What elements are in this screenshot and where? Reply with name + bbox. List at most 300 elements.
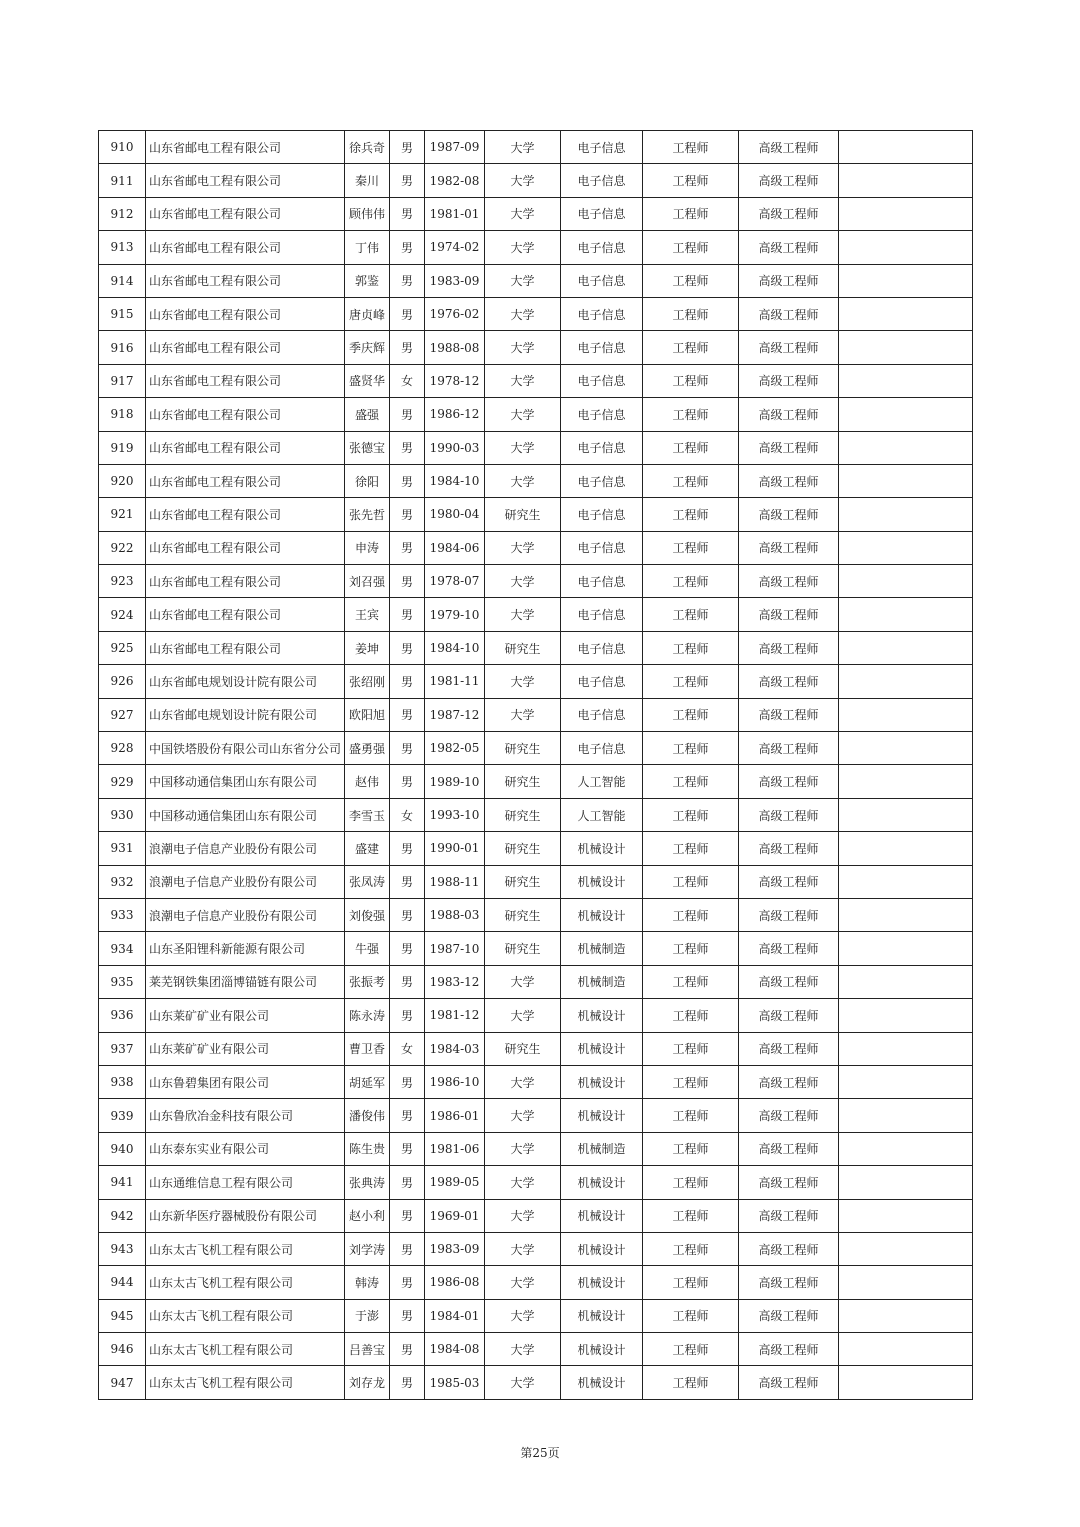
organization-cell: 山东省邮电工程有限公司: [146, 231, 345, 264]
gender-cell: 男: [390, 498, 425, 531]
name-cell: 刘召强: [345, 565, 390, 598]
name-cell: 盛强: [345, 398, 390, 431]
table-row: [99, 231, 973, 264]
name-cell: 刘学涛: [345, 1232, 390, 1265]
remarks-cell: [839, 464, 973, 497]
name-cell: 王宾: [345, 598, 390, 631]
current-title-cell: 工程师: [643, 665, 739, 698]
applied-title-cell: 高级工程师: [739, 1099, 839, 1132]
name-cell: 吕善宝: [345, 1333, 390, 1366]
gender-cell: 男: [390, 598, 425, 631]
current-title-cell: 工程师: [643, 1099, 739, 1132]
applied-title-cell: 高级工程师: [739, 1366, 839, 1399]
gender-cell: 男: [390, 1299, 425, 1332]
applied-title-cell: 高级工程师: [739, 1232, 839, 1265]
name-cell: 申涛: [345, 531, 390, 564]
current-title-cell: 工程师: [643, 631, 739, 664]
name-cell: 韩涛: [345, 1266, 390, 1299]
row-number-cell: 935: [99, 965, 146, 998]
current-title-cell: 工程师: [643, 131, 739, 164]
row-number-cell: 939: [99, 1099, 146, 1132]
education-cell: 研究生: [485, 732, 561, 765]
gender-cell: 男: [390, 631, 425, 664]
birth-date-cell: 1987-12: [425, 698, 485, 731]
gender-cell: 男: [390, 832, 425, 865]
specialty-cell: 机械设计: [561, 1299, 643, 1332]
table-row: [99, 999, 973, 1032]
specialty-cell: 电子信息: [561, 531, 643, 564]
current-title-cell: 工程师: [643, 1266, 739, 1299]
birth-date-cell: 1989-10: [425, 765, 485, 798]
applied-title-cell: 高级工程师: [739, 832, 839, 865]
row-number-cell: 932: [99, 865, 146, 898]
remarks-cell: [839, 1232, 973, 1265]
row-number-cell: 910: [99, 131, 146, 164]
row-number-cell: 919: [99, 431, 146, 464]
specialty-cell: 电子信息: [561, 297, 643, 330]
specialty-cell: 电子信息: [561, 565, 643, 598]
education-cell: 研究生: [485, 498, 561, 531]
table-row: [99, 531, 973, 564]
specialty-cell: 电子信息: [561, 631, 643, 664]
current-title-cell: 工程师: [643, 231, 739, 264]
roster-table: [98, 130, 973, 1400]
row-number-cell: 940: [99, 1132, 146, 1165]
specialty-cell: 机械设计: [561, 898, 643, 931]
table-row: [99, 197, 973, 230]
organization-cell: 山东省邮电工程有限公司: [146, 565, 345, 598]
current-title-cell: 工程师: [643, 732, 739, 765]
organization-cell: 浪潮电子信息产业股份有限公司: [146, 865, 345, 898]
organization-cell: 山东太古飞机工程有限公司: [146, 1366, 345, 1399]
birth-date-cell: 1984-10: [425, 631, 485, 664]
remarks-cell: [839, 1366, 973, 1399]
gender-cell: 男: [390, 765, 425, 798]
birth-date-cell: 1984-10: [425, 464, 485, 497]
remarks-cell: [839, 531, 973, 564]
row-number-cell: 946: [99, 1333, 146, 1366]
birth-date-cell: 1987-09: [425, 131, 485, 164]
table-row: [99, 1166, 973, 1199]
row-number-cell: 947: [99, 1366, 146, 1399]
specialty-cell: 电子信息: [561, 732, 643, 765]
remarks-cell: [839, 331, 973, 364]
applied-title-cell: 高级工程师: [739, 798, 839, 831]
birth-date-cell: 1981-01: [425, 197, 485, 230]
applied-title-cell: 高级工程师: [739, 765, 839, 798]
name-cell: 李雪玉: [345, 798, 390, 831]
current-title-cell: 工程师: [643, 765, 739, 798]
organization-cell: 山东新华医疗器械股份有限公司: [146, 1199, 345, 1232]
table-row: [99, 1333, 973, 1366]
education-cell: 大学: [485, 598, 561, 631]
current-title-cell: 工程师: [643, 464, 739, 497]
current-title-cell: 工程师: [643, 965, 739, 998]
remarks-cell: [839, 598, 973, 631]
specialty-cell: 电子信息: [561, 197, 643, 230]
table-row: [99, 131, 973, 164]
education-cell: 研究生: [485, 932, 561, 965]
current-title-cell: 工程师: [643, 598, 739, 631]
specialty-cell: 电子信息: [561, 498, 643, 531]
table-row: [99, 364, 973, 397]
table-row: [99, 832, 973, 865]
row-number-cell: 936: [99, 999, 146, 1032]
organization-cell: 山东太古飞机工程有限公司: [146, 1333, 345, 1366]
organization-cell: 山东鲁欣冶金科技有限公司: [146, 1099, 345, 1132]
name-cell: 曹卫香: [345, 1032, 390, 1065]
current-title-cell: 工程师: [643, 999, 739, 1032]
specialty-cell: 电子信息: [561, 231, 643, 264]
name-cell: 赵小利: [345, 1199, 390, 1232]
name-cell: 张振考: [345, 965, 390, 998]
education-cell: 大学: [485, 1199, 561, 1232]
education-cell: 研究生: [485, 1032, 561, 1065]
education-cell: 大学: [485, 698, 561, 731]
current-title-cell: 工程师: [643, 1299, 739, 1332]
name-cell: 姜坤: [345, 631, 390, 664]
applied-title-cell: 高级工程师: [739, 698, 839, 731]
row-number-cell: 920: [99, 464, 146, 497]
organization-cell: 山东省邮电工程有限公司: [146, 498, 345, 531]
organization-cell: 山东圣阳锂科新能源有限公司: [146, 932, 345, 965]
row-number-cell: 922: [99, 531, 146, 564]
name-cell: 唐贞峰: [345, 297, 390, 330]
education-cell: 大学: [485, 965, 561, 998]
applied-title-cell: 高级工程师: [739, 898, 839, 931]
organization-cell: 中国铁塔股份有限公司山东省分公司: [146, 732, 345, 765]
birth-date-cell: 1989-05: [425, 1166, 485, 1199]
name-cell: 丁伟: [345, 231, 390, 264]
specialty-cell: 机械设计: [561, 1232, 643, 1265]
current-title-cell: 工程师: [643, 1366, 739, 1399]
education-cell: 研究生: [485, 631, 561, 664]
applied-title-cell: 高级工程师: [739, 1299, 839, 1332]
birth-date-cell: 1988-03: [425, 898, 485, 931]
table-row: [99, 1366, 973, 1399]
applied-title-cell: 高级工程师: [739, 264, 839, 297]
organization-cell: 中国移动通信集团山东有限公司: [146, 798, 345, 831]
applied-title-cell: 高级工程师: [739, 164, 839, 197]
table-row: [99, 631, 973, 664]
row-number-cell: 942: [99, 1199, 146, 1232]
birth-date-cell: 1990-03: [425, 431, 485, 464]
gender-cell: 男: [390, 698, 425, 731]
applied-title-cell: 高级工程师: [739, 197, 839, 230]
name-cell: 潘俊伟: [345, 1099, 390, 1132]
birth-date-cell: 1978-07: [425, 565, 485, 598]
current-title-cell: 工程师: [643, 898, 739, 931]
birth-date-cell: 1988-08: [425, 331, 485, 364]
current-title-cell: 工程师: [643, 398, 739, 431]
table-row: [99, 698, 973, 731]
table-row: [99, 565, 973, 598]
education-cell: 大学: [485, 364, 561, 397]
table-row: [99, 598, 973, 631]
name-cell: 陈生贵: [345, 1132, 390, 1165]
birth-date-cell: 1988-11: [425, 865, 485, 898]
gender-cell: 男: [390, 665, 425, 698]
birth-date-cell: 1985-03: [425, 1366, 485, 1399]
row-number-cell: 927: [99, 698, 146, 731]
table-row: [99, 765, 973, 798]
table-row: [99, 1299, 973, 1332]
birth-date-cell: 1969-01: [425, 1199, 485, 1232]
specialty-cell: 电子信息: [561, 264, 643, 297]
applied-title-cell: 高级工程师: [739, 999, 839, 1032]
name-cell: 郭鉴: [345, 264, 390, 297]
applied-title-cell: 高级工程师: [739, 932, 839, 965]
remarks-cell: [839, 565, 973, 598]
specialty-cell: 人工智能: [561, 765, 643, 798]
row-number-cell: 915: [99, 297, 146, 330]
gender-cell: 男: [390, 398, 425, 431]
remarks-cell: [839, 798, 973, 831]
name-cell: 张典涛: [345, 1166, 390, 1199]
remarks-cell: [839, 264, 973, 297]
remarks-cell: [839, 297, 973, 330]
remarks-cell: [839, 1199, 973, 1232]
applied-title-cell: 高级工程师: [739, 431, 839, 464]
education-cell: 研究生: [485, 898, 561, 931]
table-row: [99, 965, 973, 998]
name-cell: 刘存龙: [345, 1366, 390, 1399]
birth-date-cell: 1984-01: [425, 1299, 485, 1332]
education-cell: 大学: [485, 164, 561, 197]
row-number-cell: 944: [99, 1266, 146, 1299]
specialty-cell: 机械设计: [561, 1032, 643, 1065]
gender-cell: 男: [390, 965, 425, 998]
gender-cell: 男: [390, 197, 425, 230]
applied-title-cell: 高级工程师: [739, 1333, 839, 1366]
education-cell: 大学: [485, 1065, 561, 1098]
table-row: [99, 331, 973, 364]
specialty-cell: 电子信息: [561, 598, 643, 631]
birth-date-cell: 1981-11: [425, 665, 485, 698]
remarks-cell: [839, 665, 973, 698]
birth-date-cell: 1984-08: [425, 1333, 485, 1366]
row-number-cell: 938: [99, 1065, 146, 1098]
gender-cell: 男: [390, 231, 425, 264]
organization-cell: 山东太古飞机工程有限公司: [146, 1232, 345, 1265]
applied-title-cell: 高级工程师: [739, 531, 839, 564]
current-title-cell: 工程师: [643, 798, 739, 831]
birth-date-cell: 1978-12: [425, 364, 485, 397]
education-cell: 研究生: [485, 865, 561, 898]
applied-title-cell: 高级工程师: [739, 464, 839, 497]
birth-date-cell: 1982-08: [425, 164, 485, 197]
name-cell: 季庆辉: [345, 331, 390, 364]
birth-date-cell: 1981-12: [425, 999, 485, 1032]
gender-cell: 男: [390, 1266, 425, 1299]
gender-cell: 男: [390, 865, 425, 898]
name-cell: 张绍刚: [345, 665, 390, 698]
organization-cell: 山东太古飞机工程有限公司: [146, 1266, 345, 1299]
birth-date-cell: 1984-06: [425, 531, 485, 564]
table-row: [99, 264, 973, 297]
education-cell: 大学: [485, 1366, 561, 1399]
gender-cell: 男: [390, 1132, 425, 1165]
row-number-cell: 912: [99, 197, 146, 230]
organization-cell: 山东省邮电工程有限公司: [146, 331, 345, 364]
name-cell: 秦川: [345, 164, 390, 197]
name-cell: 张先哲: [345, 498, 390, 531]
education-cell: 大学: [485, 197, 561, 230]
applied-title-cell: 高级工程师: [739, 598, 839, 631]
remarks-cell: [839, 1166, 973, 1199]
gender-cell: 女: [390, 798, 425, 831]
remarks-cell: [839, 932, 973, 965]
row-number-cell: 945: [99, 1299, 146, 1332]
current-title-cell: 工程师: [643, 1065, 739, 1098]
gender-cell: 男: [390, 264, 425, 297]
gender-cell: 男: [390, 431, 425, 464]
applied-title-cell: 高级工程师: [739, 1266, 839, 1299]
birth-date-cell: 1980-04: [425, 498, 485, 531]
table-row: [99, 932, 973, 965]
birth-date-cell: 1987-10: [425, 932, 485, 965]
applied-title-cell: 高级工程师: [739, 1199, 839, 1232]
current-title-cell: 工程师: [643, 1232, 739, 1265]
specialty-cell: 机械设计: [561, 1099, 643, 1132]
current-title-cell: 工程师: [643, 932, 739, 965]
education-cell: 大学: [485, 531, 561, 564]
name-cell: 赵伟: [345, 765, 390, 798]
education-cell: 大学: [485, 1232, 561, 1265]
remarks-cell: [839, 398, 973, 431]
specialty-cell: 机械制造: [561, 1132, 643, 1165]
applied-title-cell: 高级工程师: [739, 131, 839, 164]
remarks-cell: [839, 1299, 973, 1332]
current-title-cell: 工程师: [643, 1166, 739, 1199]
birth-date-cell: 1986-12: [425, 398, 485, 431]
specialty-cell: 机械制造: [561, 932, 643, 965]
specialty-cell: 人工智能: [561, 798, 643, 831]
gender-cell: 男: [390, 898, 425, 931]
remarks-cell: [839, 231, 973, 264]
applied-title-cell: 高级工程师: [739, 498, 839, 531]
row-number-cell: 928: [99, 732, 146, 765]
gender-cell: 男: [390, 1199, 425, 1232]
row-number-cell: 941: [99, 1166, 146, 1199]
organization-cell: 山东省邮电工程有限公司: [146, 364, 345, 397]
applied-title-cell: 高级工程师: [739, 1166, 839, 1199]
organization-cell: 山东莱矿矿业有限公司: [146, 1032, 345, 1065]
education-cell: 大学: [485, 1333, 561, 1366]
table-row: [99, 1032, 973, 1065]
table-row: [99, 732, 973, 765]
row-number-cell: 926: [99, 665, 146, 698]
organization-cell: 山东省邮电工程有限公司: [146, 164, 345, 197]
remarks-cell: [839, 164, 973, 197]
gender-cell: 男: [390, 331, 425, 364]
remarks-cell: [839, 1032, 973, 1065]
applied-title-cell: 高级工程师: [739, 297, 839, 330]
applied-title-cell: 高级工程师: [739, 631, 839, 664]
birth-date-cell: 1990-01: [425, 832, 485, 865]
specialty-cell: 电子信息: [561, 131, 643, 164]
education-cell: 研究生: [485, 765, 561, 798]
remarks-cell: [839, 765, 973, 798]
education-cell: 大学: [485, 1099, 561, 1132]
education-cell: 大学: [485, 565, 561, 598]
education-cell: 大学: [485, 464, 561, 497]
row-number-cell: 918: [99, 398, 146, 431]
gender-cell: 男: [390, 131, 425, 164]
row-number-cell: 934: [99, 932, 146, 965]
gender-cell: 男: [390, 732, 425, 765]
name-cell: 张凤涛: [345, 865, 390, 898]
row-number-cell: 924: [99, 598, 146, 631]
birth-date-cell: 1986-01: [425, 1099, 485, 1132]
current-title-cell: 工程师: [643, 331, 739, 364]
remarks-cell: [839, 131, 973, 164]
education-cell: 大学: [485, 398, 561, 431]
name-cell: 牛强: [345, 932, 390, 965]
education-cell: 研究生: [485, 832, 561, 865]
organization-cell: 山东省邮电工程有限公司: [146, 197, 345, 230]
row-number-cell: 925: [99, 631, 146, 664]
row-number-cell: 921: [99, 498, 146, 531]
organization-cell: 山东莱矿矿业有限公司: [146, 999, 345, 1032]
current-title-cell: 工程师: [643, 498, 739, 531]
applied-title-cell: 高级工程师: [739, 665, 839, 698]
birth-date-cell: 1983-12: [425, 965, 485, 998]
organization-cell: 山东太古飞机工程有限公司: [146, 1299, 345, 1332]
birth-date-cell: 1986-08: [425, 1266, 485, 1299]
specialty-cell: 电子信息: [561, 698, 643, 731]
gender-cell: 男: [390, 297, 425, 330]
name-cell: 盛建: [345, 832, 390, 865]
education-cell: 大学: [485, 231, 561, 264]
page-number: 第25页: [520, 1446, 560, 1460]
birth-date-cell: 1983-09: [425, 264, 485, 297]
current-title-cell: 工程师: [643, 1032, 739, 1065]
remarks-cell: [839, 1132, 973, 1165]
table-row: [99, 798, 973, 831]
applied-title-cell: 高级工程师: [739, 965, 839, 998]
gender-cell: 男: [390, 464, 425, 497]
specialty-cell: 电子信息: [561, 331, 643, 364]
specialty-cell: 机械设计: [561, 1166, 643, 1199]
name-cell: 陈永涛: [345, 999, 390, 1032]
birth-date-cell: 1979-10: [425, 598, 485, 631]
remarks-cell: [839, 898, 973, 931]
current-title-cell: 工程师: [643, 1132, 739, 1165]
remarks-cell: [839, 1333, 973, 1366]
organization-cell: 山东省邮电规划设计院有限公司: [146, 698, 345, 731]
education-cell: 大学: [485, 131, 561, 164]
birth-date-cell: 1993-10: [425, 798, 485, 831]
education-cell: 大学: [485, 1266, 561, 1299]
organization-cell: 浪潮电子信息产业股份有限公司: [146, 832, 345, 865]
name-cell: 胡延军: [345, 1065, 390, 1098]
table-row: [99, 1132, 973, 1165]
remarks-cell: [839, 498, 973, 531]
organization-cell: 中国移动通信集团山东有限公司: [146, 765, 345, 798]
name-cell: 欧阳旭: [345, 698, 390, 731]
applied-title-cell: 高级工程师: [739, 865, 839, 898]
organization-cell: 山东省邮电工程有限公司: [146, 398, 345, 431]
row-number-cell: 930: [99, 798, 146, 831]
current-title-cell: 工程师: [643, 531, 739, 564]
education-cell: 大学: [485, 264, 561, 297]
remarks-cell: [839, 1099, 973, 1132]
gender-cell: 男: [390, 1333, 425, 1366]
row-number-cell: 913: [99, 231, 146, 264]
remarks-cell: [839, 999, 973, 1032]
organization-cell: 山东省邮电工程有限公司: [146, 531, 345, 564]
